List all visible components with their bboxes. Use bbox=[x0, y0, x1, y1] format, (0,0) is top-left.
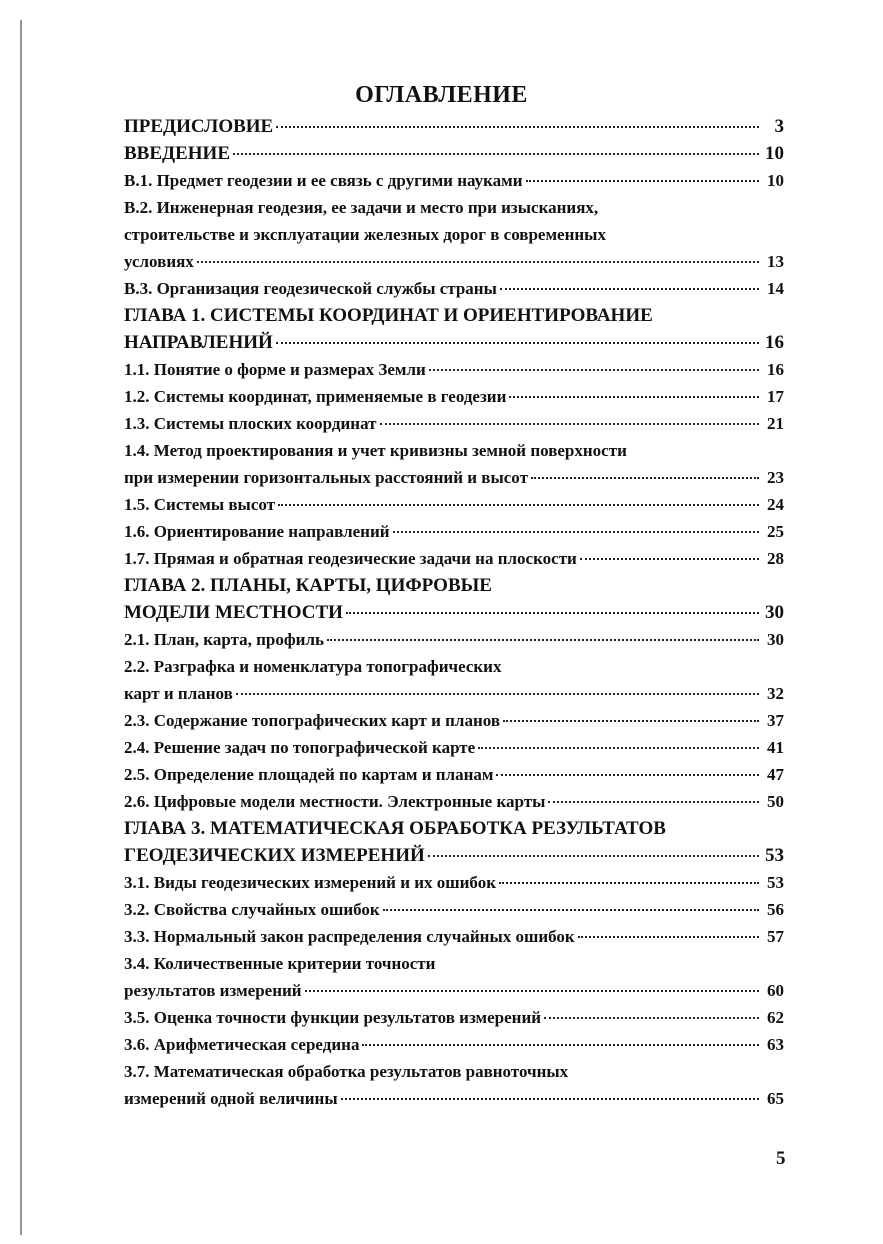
toc-entry-title: ПРЕДИСЛОВИЕ bbox=[124, 116, 274, 137]
toc-entry-page: 37 bbox=[767, 711, 784, 730]
dot-leader bbox=[531, 477, 759, 479]
toc-entry bbox=[124, 275, 784, 302]
toc-entry-title: 1.5. Системы высот bbox=[124, 495, 275, 514]
toc-entry bbox=[124, 464, 784, 491]
toc-title: ОГЛАВЛЕНИЕ bbox=[355, 82, 528, 108]
toc-entry-page: 65 bbox=[767, 1089, 784, 1108]
toc-entry-title: ГЛАВА 3. МАТЕМАТИЧЕСКАЯ ОБРАБОТКА РЕЗУЛЬТАТОВ bbox=[124, 818, 666, 839]
toc-entry-title: при измерении горизонтальных расстояний и высот bbox=[124, 468, 528, 487]
toc-entry-page: 23 bbox=[767, 468, 784, 487]
dot-leader bbox=[526, 180, 759, 182]
dot-leader bbox=[327, 639, 759, 641]
toc-entry bbox=[124, 653, 784, 680]
dot-leader bbox=[509, 396, 759, 398]
toc-entry bbox=[124, 383, 784, 410]
toc-entry-page: 56 bbox=[767, 900, 784, 919]
toc-entry-title: 1.7. Прямая и обратная геодезические задачи на плоскости bbox=[124, 549, 577, 568]
toc-entry-page: 60 bbox=[767, 981, 784, 1000]
toc-entry bbox=[124, 896, 784, 923]
toc-entry-title: 1.6. Ориентирование направлений bbox=[124, 522, 390, 541]
toc-entry-title: строительстве и эксплуатации железных дорог в современных bbox=[124, 225, 606, 244]
dot-leader bbox=[393, 531, 759, 533]
toc-entry bbox=[124, 167, 784, 194]
toc-entry bbox=[124, 1058, 784, 1085]
toc-entry-title: 3.7. Математическая обработка результатов равноточных bbox=[124, 1062, 569, 1081]
toc-entry-title: НАПРАВЛЕНИЙ bbox=[124, 332, 273, 353]
toc-entry-page: 62 bbox=[767, 1008, 784, 1027]
dot-leader bbox=[278, 504, 759, 506]
binding-edge bbox=[20, 20, 30, 1235]
toc-entry bbox=[124, 842, 784, 869]
toc-entry bbox=[124, 221, 784, 248]
toc-entry bbox=[124, 545, 784, 572]
dot-leader bbox=[276, 342, 759, 344]
toc-entry-title: 1.1. Понятие о форме и размерах Земли bbox=[124, 360, 426, 379]
dot-leader bbox=[362, 1044, 759, 1046]
toc-entry bbox=[124, 437, 784, 464]
toc-entry-page: 28 bbox=[767, 549, 784, 568]
toc-entry bbox=[124, 248, 784, 275]
toc-entry bbox=[124, 1004, 784, 1031]
toc-entry bbox=[124, 869, 784, 896]
dot-leader bbox=[233, 153, 759, 155]
toc-entry bbox=[124, 1031, 784, 1058]
toc-entry-page: 17 bbox=[767, 387, 784, 406]
toc-entry-page: 50 bbox=[767, 792, 784, 811]
toc-entry-title: 3.3. Нормальный закон распределения случайных ошибок bbox=[124, 927, 575, 946]
dot-leader bbox=[580, 558, 759, 560]
dot-leader bbox=[478, 747, 759, 749]
toc-entry bbox=[124, 140, 784, 167]
toc-entry bbox=[124, 491, 784, 518]
toc-entry-title: 2.2. Разграфка и номенклатура топографических bbox=[124, 657, 502, 676]
dot-leader bbox=[503, 720, 759, 722]
page-number: 5 bbox=[776, 1148, 786, 1169]
toc-entry-title: 3.5. Оценка точности функции результатов измерений bbox=[124, 1008, 542, 1027]
dot-leader bbox=[429, 369, 759, 371]
toc-entry-title: ГЛАВА 1. СИСТЕМЫ КООРДИНАТ И ОРИЕНТИРОВАНИЕ bbox=[124, 305, 653, 326]
toc-entry-page: 30 bbox=[767, 630, 784, 649]
toc-entry-title: условиях bbox=[124, 252, 194, 271]
dot-leader bbox=[548, 801, 759, 803]
toc-entry bbox=[124, 1085, 784, 1112]
toc-entry-page: 63 bbox=[767, 1035, 784, 1054]
toc-entry-title: ГЛАВА 2. ПЛАНЫ, КАРТЫ, ЦИФРОВЫЕ bbox=[124, 575, 492, 596]
toc-entry-page: 32 bbox=[767, 684, 784, 703]
toc-entry-page: 41 bbox=[767, 738, 784, 757]
toc-entry bbox=[124, 923, 784, 950]
toc-entry-title: МОДЕЛИ МЕСТНОСТИ bbox=[124, 602, 343, 623]
toc-entry-title: В.1. Предмет геодезии и ее связь с другими науками bbox=[124, 171, 523, 190]
toc-entry bbox=[124, 680, 784, 707]
dot-leader bbox=[341, 1098, 759, 1100]
table-of-contents bbox=[124, 113, 784, 1112]
toc-entry-page: 47 bbox=[767, 765, 784, 784]
toc-entry bbox=[124, 518, 784, 545]
toc-entry bbox=[124, 356, 784, 383]
toc-entry-page: 10 bbox=[767, 171, 784, 190]
toc-entry-title: 3.1. Виды геодезических измерений и их ошибок bbox=[124, 873, 497, 892]
toc-entry bbox=[124, 788, 784, 815]
toc-entry-page: 21 bbox=[767, 414, 784, 433]
toc-entry-page: 57 bbox=[767, 927, 784, 946]
dot-leader bbox=[544, 1017, 759, 1019]
toc-entry-title: 2.5. Определение площадей по картам и планам bbox=[124, 765, 494, 784]
toc-entry bbox=[124, 734, 784, 761]
toc-entry-title: 2.6. Цифровые модели местности. Электронные карты bbox=[124, 792, 546, 811]
dot-leader bbox=[305, 990, 759, 992]
dot-leader bbox=[276, 126, 759, 128]
toc-entry-title: 2.1. План, карта, профиль bbox=[124, 630, 324, 649]
toc-entry-page: 14 bbox=[767, 279, 784, 298]
dot-leader bbox=[197, 261, 759, 263]
toc-entry-title: 2.3. Содержание топографических карт и планов bbox=[124, 711, 501, 730]
toc-entry-page: 16 bbox=[765, 332, 784, 353]
toc-entry-title: 1.3. Системы плоских координат bbox=[124, 414, 377, 433]
toc-entry bbox=[124, 977, 784, 1004]
toc-entry-page: 16 bbox=[767, 360, 784, 379]
toc-entry-title: 3.6. Арифметическая середина bbox=[124, 1035, 360, 1054]
dot-leader bbox=[499, 882, 759, 884]
toc-entry-title: 1.2. Системы координат, применяемые в геодезии bbox=[124, 387, 507, 406]
dot-leader bbox=[383, 909, 759, 911]
toc-entry-page: 3 bbox=[774, 116, 784, 137]
toc-entry bbox=[124, 113, 784, 140]
toc-entry-title: измерений одной величины bbox=[124, 1089, 338, 1108]
toc-entry-title: 3.2. Свойства случайных ошибок bbox=[124, 900, 380, 919]
toc-entry-title: карт и планов bbox=[124, 684, 233, 703]
dot-leader bbox=[380, 423, 760, 425]
toc-entry bbox=[124, 599, 784, 626]
dot-leader bbox=[346, 612, 759, 614]
toc-entry-title: 3.4. Количественные критерии точности bbox=[124, 954, 436, 973]
dot-leader bbox=[500, 288, 759, 290]
dot-leader bbox=[578, 936, 759, 938]
toc-entry-title: 1.4. Метод проектирования и учет кривизны земной поверхности bbox=[124, 441, 627, 460]
toc-entry-page: 53 bbox=[765, 845, 784, 866]
toc-entry bbox=[124, 815, 784, 842]
toc-entry bbox=[124, 707, 784, 734]
toc-entry-title: В.2. Инженерная геодезия, ее задачи и место при изысканиях, bbox=[124, 198, 599, 217]
toc-entry-page: 53 bbox=[767, 873, 784, 892]
toc-entry bbox=[124, 761, 784, 788]
toc-entry-title: результатов измерений bbox=[124, 981, 302, 1000]
toc-entry-page: 10 bbox=[765, 143, 784, 164]
toc-entry bbox=[124, 410, 784, 437]
toc-entry-page: 24 bbox=[767, 495, 784, 514]
toc-entry-page: 25 bbox=[767, 522, 784, 541]
toc-entry-page: 13 bbox=[767, 252, 784, 271]
toc-entry bbox=[124, 329, 784, 356]
dot-leader bbox=[428, 855, 759, 857]
toc-entry-title: 2.4. Решение задач по топографической карте bbox=[124, 738, 476, 757]
toc-entry bbox=[124, 194, 784, 221]
toc-entry-title: ГЕОДЕЗИЧЕСКИХ ИЗМЕРЕНИЙ bbox=[124, 845, 425, 866]
toc-entry bbox=[124, 302, 784, 329]
toc-entry bbox=[124, 626, 784, 653]
toc-entry bbox=[124, 950, 784, 977]
toc-entry-title: В.3. Организация геодезической службы страны bbox=[124, 279, 497, 298]
dot-leader bbox=[496, 774, 759, 776]
toc-entry-page: 30 bbox=[765, 602, 784, 623]
toc-entry bbox=[124, 572, 784, 599]
toc-entry-title: ВВЕДЕНИЕ bbox=[124, 143, 230, 164]
dot-leader bbox=[236, 693, 759, 695]
